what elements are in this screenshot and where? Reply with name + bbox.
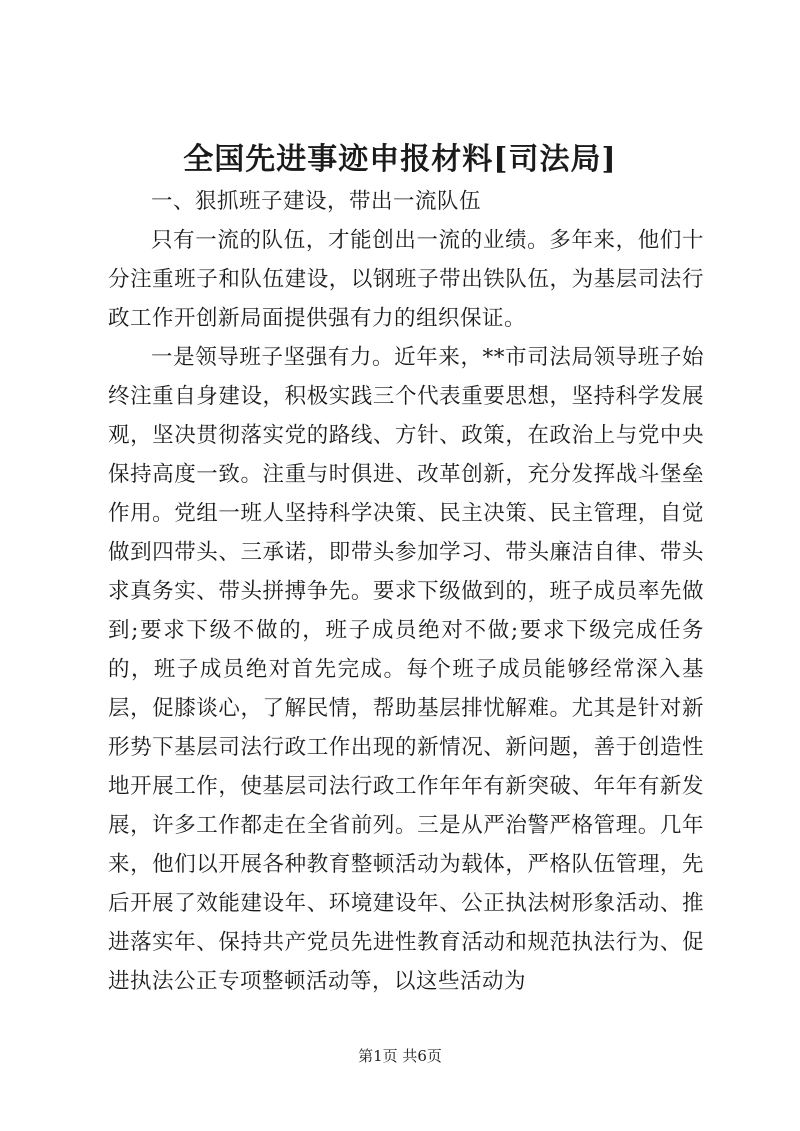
body-paragraph: 一是领导班子坚强有力。近年来，**市司法局领导班子始终注重自身建设，积极实践三个代表重要思想，坚持科学发展观，坚决贯彻落实党的路线、方针、政策，在政治上与党中央保持高度一致。注重与时俱进、改革创新，充分发挥战斗堡垒作用。党组一班人坚持科学决策、民主决策、民主管理，自觉做到四带头、三承诺，即带头参加学习、带头廉洁自律、带头求真务实、带头拼搏争先。要求下级做到的，班子成员率先做到;要求下级不做的，班子成员绝对不做;要求下级完成任务的，班子成员绝对首先完成。每个班子成员能够经常深入基层，促膝谈心，了解民情，帮助基层排忧解难。尤其是针对新形势下基层司法行政工作出现的新情况、新问题，善于创造性地开展工作，使基层司法行政工作年年有新突破、年年有新发展，许多工作都走在全省前列。三是从严治警严格管理。几年来，他们以开展各种教育整顿活动为载体，严格队伍管理，先后开展了效能建设年、环境建设年、公正执法树形象活动、推进落实年、保持共产党员先进性教育活动和规范执法行为、促进执法公正专项整顿活动等，以这些活动为	[108, 345, 704, 994]
section-heading: 一、狠抓班子建设，带出一流队伍	[151, 189, 482, 214]
page-footer: 第1页 共6页	[358, 1047, 442, 1065]
document-body	[108, 182, 704, 1001]
document-title: 全国先进事迹申报材料[司法局]	[183, 142, 617, 177]
body-paragraph: 只有一流的队伍，才能创出一流的业绩。多年来，他们十分注重班子和队伍建设，以钢班子带出铁队伍，为基层司法行政工作开创新局面提供强有力的组织保证。	[108, 228, 704, 331]
